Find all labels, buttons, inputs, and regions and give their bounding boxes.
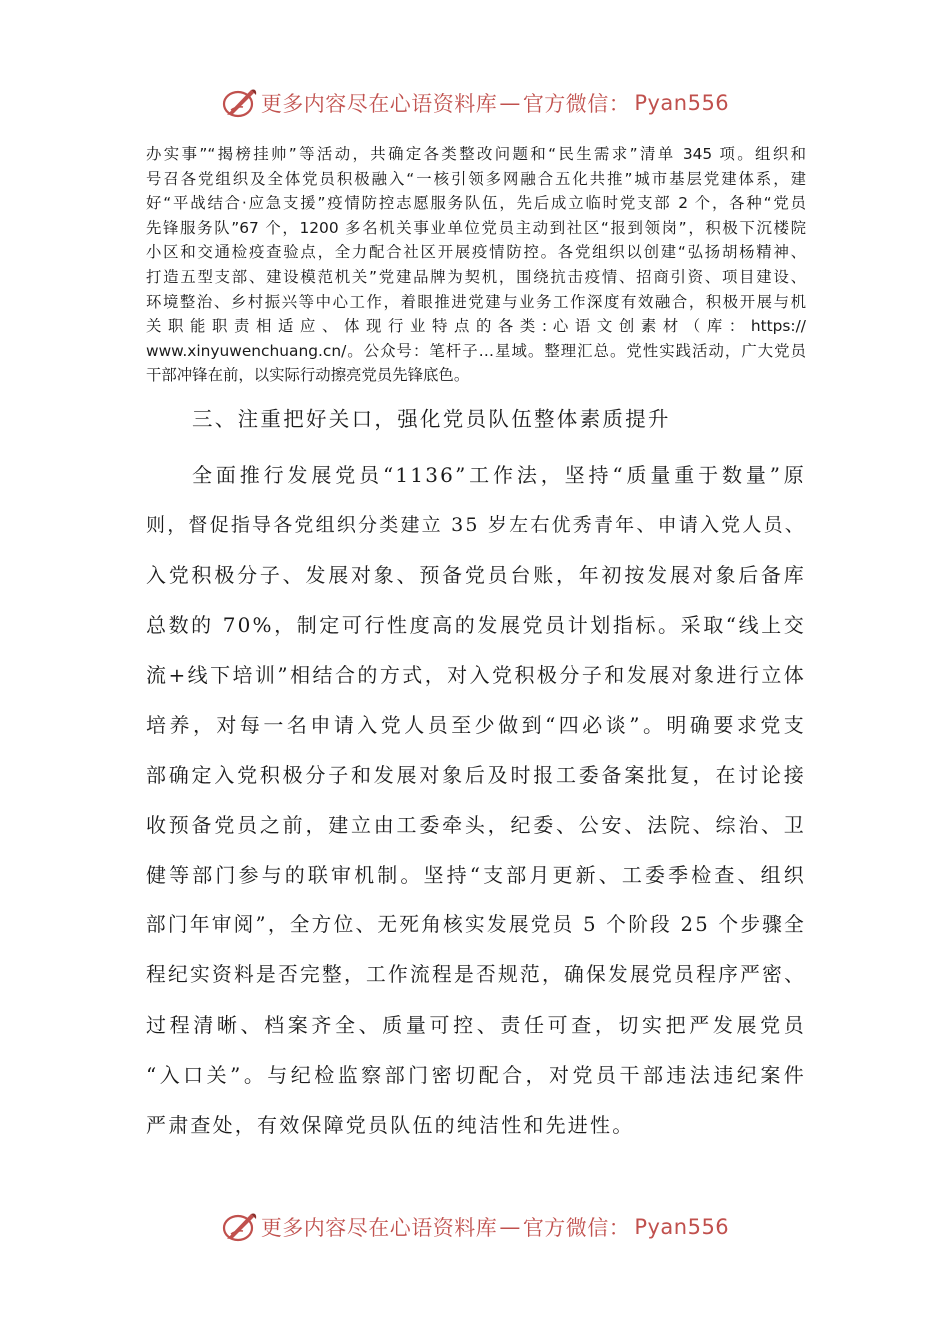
body-line: 总数的 70%，制定可行性度高的发展党员计划指标。采取“线上交 <box>146 613 806 637</box>
body-line: 收预备党员之前，建立由工委牵头，纪委、公安、法院、综治、卫 <box>146 813 806 837</box>
body-line: 健等部门参与的联审机制。坚持“支部月更新、工委季检查、组织 <box>146 863 806 887</box>
body-line: 流+线下培训”相结合的方式，对入党积极分子和发展对象进行立体 <box>146 663 806 687</box>
body-line: 部门年审阅”，全方位、无死角核实发展党员 5 个阶段 25 个步骤全 <box>146 913 806 936</box>
watermark-text: 更多内容尽在心语资料库 <box>260 1216 498 1240</box>
watermark-banner-bottom <box>0 1207 950 1247</box>
watermark-banner-top <box>0 83 950 123</box>
small-line: 打造五型支部、建设模范机关”党建品牌为契机，围绕抗击疫情、招商引资、项目建设、 <box>146 267 806 286</box>
watermark-text: 更多内容尽在心语资料库 <box>260 92 498 116</box>
watermark-wechat-id: Pyan556 <box>634 91 730 115</box>
small-line: 小区和交通检疫查验点，全力配合社区开展疫情防控。各党组织以创建“弘扬胡杨精神、 <box>146 243 806 262</box>
body-line: “入口关”。与纪检监察部门密切配合，对党员干部违法违纪案件 <box>146 1063 806 1087</box>
body-line: 过程清晰、档案齐全、质量可控、责任可查，切实把严发展党员 <box>146 1013 806 1037</box>
body-line: 则，督促指导各党组织分类建立 35 岁左右优秀青年、申请入党人员、 <box>146 514 806 536</box>
watermark-wechat-id: Pyan556 <box>634 1215 730 1239</box>
body-line: 严肃查处，有效保障党员队伍的纯洁性和先进性。 <box>146 1113 635 1137</box>
watermark-separator: — <box>499 91 521 115</box>
small-line: www.xinyuwenchuang.cn/。公众号：笔杆子…星域。整理汇总。党性实践活动，广大党员 <box>146 341 806 360</box>
small-line: 号召各党组织及全体党员积极融入“一核引领多网融合五化共推”城市基层党建体系，建 <box>146 169 806 188</box>
body-line: 程纪实资料是否完整，工作流程是否规范，确保发展党员程序严密、 <box>146 963 806 986</box>
small-line: 环境整治、乡村振兴等中心工作，着眼推进党建与业务工作深度有效融合，积极开展与机 <box>146 292 806 311</box>
small-line: 办实事”“揭榜挂帅”等活动，共确定各类整改问题和“民生需求”清单 345 项。组织和 <box>146 145 806 163</box>
small-line: 好“平战结合·应急支援”疫情防控志愿服务队伍，先后成立临时党支部 2 个，各种“党员 <box>146 194 806 213</box>
small-line: 先锋服务队”67 个，1200 多名机关事业单位党员主动到社区“报到领岗”，积极下沉楼院 <box>146 218 806 237</box>
body-line: 全面推行发展党员“1136”工作法，坚持“质量重于数量”原 <box>192 463 806 487</box>
small-paragraph <box>146 142 806 388</box>
section-heading: 三、注重把好关口，强化党员队伍整体素质提升 <box>192 407 671 431</box>
quill-logo-icon <box>221 1210 259 1244</box>
small-line: 干部冲锋在前，以实际行动擦亮党员先锋底色。 <box>146 366 470 385</box>
watermark-separator: — <box>499 1215 521 1239</box>
body-line: 入党积极分子、发展对象、预备党员台账，年初按发展对象后备库 <box>146 563 806 587</box>
watermark-wechat-label: 官方微信： <box>522 92 631 116</box>
body-line: 部确定入党积极分子和发展对象后及时报工委备案批复，在讨论接 <box>146 763 806 787</box>
body-paragraph <box>146 450 806 1150</box>
quill-logo-icon <box>221 86 259 120</box>
watermark-wechat-label: 官方微信： <box>522 1216 631 1240</box>
small-line: 关 职 能 职 责 相 适 应 、 体 现 行 业 特 点 的 各 类 : 心 语 文 创 素 材 （ 库 ： https:// <box>146 317 806 336</box>
body-line: 培养，对每一名申请入党人员至少做到“四必谈”。明确要求党支 <box>146 713 806 737</box>
